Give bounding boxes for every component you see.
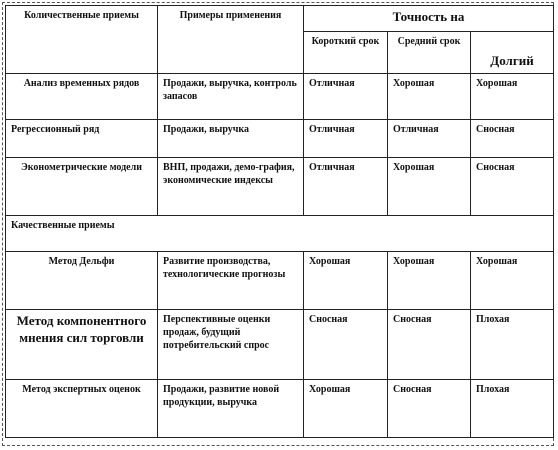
section-qualitative-methods: Качественные приемы [6,216,554,252]
method-cell: Эконометрические модели [6,158,158,216]
table-row [6,252,554,310]
short-cell: Сносная [304,310,388,380]
examples-cell: Продажи, выручка, контроль запасов [158,74,304,120]
long-cell: Сносная [471,120,554,158]
examples-cell: Продажи, выручка [158,120,304,158]
header-accuracy: Точность на [304,6,554,32]
method-cell: Анализ временных рядов [6,74,158,120]
medium-cell: Отличная [388,120,471,158]
header-long-term: Долгий [471,32,554,74]
examples-cell: ВНП, продажи, демо-графия, экономические индексы [158,158,304,216]
long-cell: Плохая [471,380,554,438]
medium-cell: Хорошая [388,74,471,120]
method-cell: Метод Дельфи [6,252,158,310]
header-medium-term: Средний срок [388,32,471,74]
header-examples: Примеры применения [158,6,304,74]
long-cell: Плохая [471,310,554,380]
method-cell: Регрессионный ряд [6,120,158,158]
short-cell: Хорошая [304,252,388,310]
examples-cell: Развитие производства, технологические прогнозы [158,252,304,310]
long-cell: Хорошая [471,252,554,310]
method-cell: Метод компонентного мнения сил торговли [6,310,158,380]
medium-cell: Сносная [388,380,471,438]
method-cell: Метод экспертных оценок [6,380,158,438]
table-row [6,120,554,158]
short-cell: Отличная [304,74,388,120]
short-cell: Отличная [304,120,388,158]
header-methods: Количественные приемы [6,6,158,74]
forecast-methods-table [5,5,554,438]
medium-cell: Хорошая [388,158,471,216]
table-row [6,310,554,380]
medium-cell: Хорошая [388,252,471,310]
examples-cell: Перспективные оценки продаж, будущий потребительский спрос [158,310,304,380]
long-cell: Сносная [471,158,554,216]
table-row [6,158,554,216]
table-row [6,380,554,438]
short-cell: Хорошая [304,380,388,438]
examples-cell: Продажи, развитие новой продукции, выручка [158,380,304,438]
header-short-term: Короткий срок [304,32,388,74]
short-cell: Отличная [304,158,388,216]
medium-cell: Сносная [388,310,471,380]
long-cell: Хорошая [471,74,554,120]
table-row [6,74,554,120]
